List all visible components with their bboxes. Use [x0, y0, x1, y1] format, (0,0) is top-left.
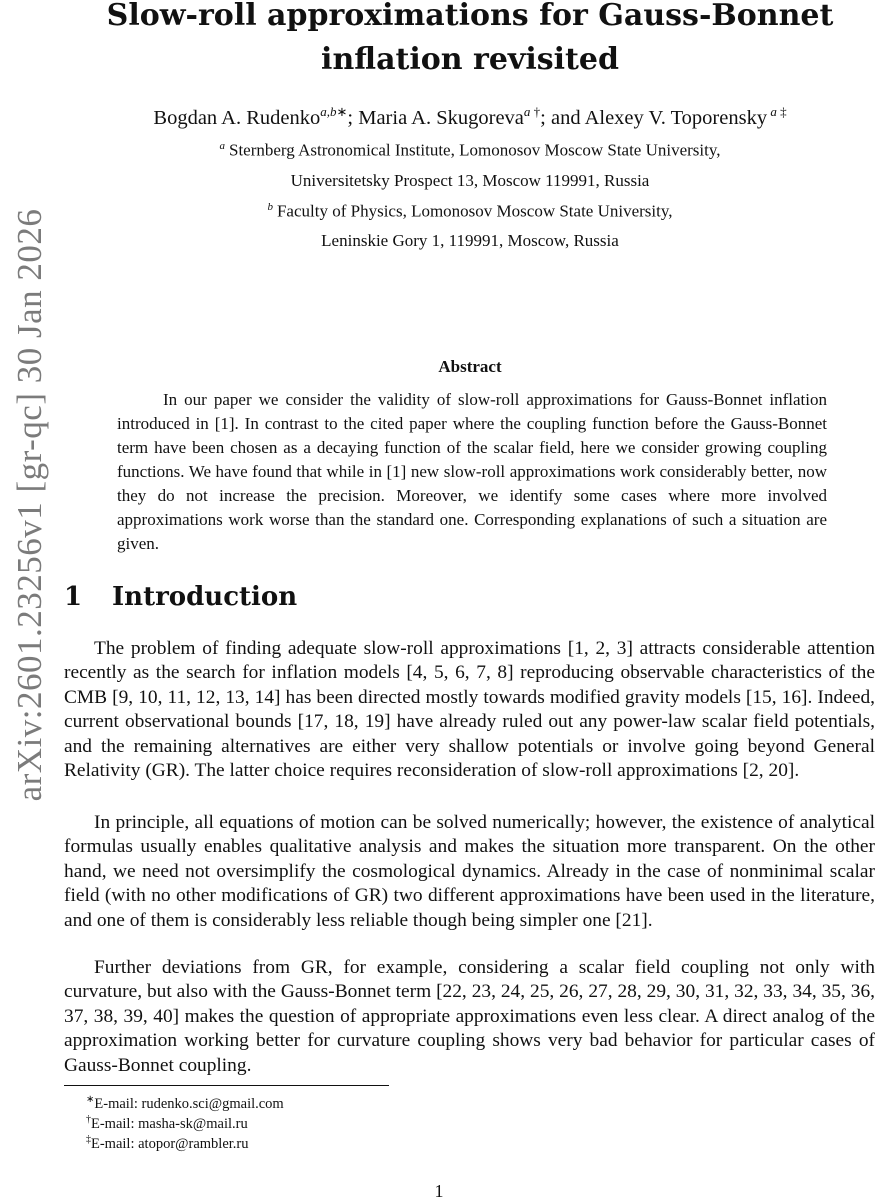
arxiv-identifier: arXiv:2601.23256v1 [gr-qc] 30 Jan 2026	[10, 208, 49, 802]
affiliation-a-line-1	[70, 140, 870, 161]
footnote-mark: †	[86, 1114, 91, 1125]
footnote-email: E-mail: masha-sk@mail.ru	[91, 1115, 248, 1132]
affiliation-b-line-2: Leninskie Gory 1, 119991, Moscow, Russia	[321, 231, 619, 250]
author-affiliation-mark: a	[523, 104, 531, 119]
affiliation-a-line-2: Universitetsky Prospect 13, Moscow 119991, Russia	[290, 171, 650, 190]
author-footnote-mark: ∗	[336, 104, 348, 119]
author-list	[70, 104, 870, 130]
author-affiliation-mark: a	[767, 104, 777, 119]
footnote-1	[86, 1091, 284, 1113]
intro-paragraph-1: The problem of finding adequate slow-roll approximations [1, 2, 3] attracts considerable attention recently as the search for inflation models [4, 5, 6, 7, 8] reproducing observable characteristics of the CMB [9, 10, 11, 12, 13, 14] has been directed mostly towards modified gravity models [15, 16]. Indeed, current observational bounds [17, 18, 19] have already ruled out any power-law scalar field potentials, and the remaining alternatives are either very shallow potentials or involve going beyond General Relativity (GR). The latter choice requires reconsideration of slow-roll approximations [2, 20].	[64, 638, 875, 782]
intro-paragraph-3: Further deviations from GR, for example, considering a scalar field coupling not only with curvature, but also with the Gauss-Bonnet term [22, 23, 24, 25, 26, 27, 28, 29, 30, 31, 32, 33, 34, 35, 36, 37, 38, 39, 40] makes the question of appropriate approximations even less clear. A direct analog of the approximation working better for curvature coupling shows very bad behavior for particular cases of Gauss-Bonnet coupling.	[64, 957, 875, 1076]
author-separator: ; and	[540, 106, 585, 129]
footnote-mark: ‡	[86, 1134, 91, 1145]
author-separator: ;	[347, 106, 359, 129]
affiliation-mark: a	[219, 140, 225, 152]
footnote-3	[86, 1131, 249, 1153]
author-name: Bogdan A. Rudenko	[153, 106, 321, 129]
author-name: Alexey V. Toporensky	[584, 106, 768, 129]
footnote-rule	[64, 1085, 389, 1086]
title-line-2: inflation revisited	[321, 42, 619, 77]
affiliation-text: Faculty of Physics, Lomonosov Moscow State University,	[276, 201, 673, 221]
footnote-email: E-mail: atopor@rambler.ru	[91, 1135, 249, 1152]
section-heading	[64, 582, 297, 612]
section-title: Introduction	[112, 582, 298, 612]
author-footnote-mark: ‡	[776, 104, 787, 119]
title-line-1: Slow-roll approximations for Gauss-Bonnet	[106, 0, 834, 33]
footnote-mark: ∗	[86, 1094, 95, 1105]
footnote-2	[86, 1111, 248, 1133]
abstract-text: In our paper we consider the validity of slow-roll approximations for Gauss-Bonnet inflation introduced in [1]. In contrast to the cited paper where the coupling function before the Gauss-Bonnet term have been chosen as a decaying function of the scalar field, here we consider growing coupling functions. We have found that while in [1] new slow-roll approximations work considerably better, now they do not increase the precision. Moreover, we identify some cases where more involved approximations work worse than the standard one. Corresponding explanations of such a situation are given.	[117, 390, 827, 553]
author-affiliation-mark: a,b	[320, 104, 337, 119]
affiliation-text: Sternberg Astronomical Institute, Lomonosov Moscow State University,	[228, 140, 721, 160]
affiliation-mark: b	[267, 201, 273, 213]
footnote-email: E-mail: rudenko.sci@gmail.com	[94, 1095, 284, 1112]
author-footnote-mark: †	[530, 104, 541, 119]
affiliation-b-line-1	[70, 201, 870, 222]
paper-title	[70, 0, 870, 82]
intro-paragraph-2: In principle, all equations of motion can be solved numerically; however, the existence of analytical formulas usually enables qualitative analysis and makes the situation more transparent. On the other hand, we need not oversimplify the cosmological dynamics. Already in the case of nonminimal scalar field (with no other modifications of GR) two different approximations have been used in the literature, and one of them is considerably less reliable though being simpler one [21].	[64, 812, 875, 931]
author-name: Maria A. Skugoreva	[358, 106, 524, 129]
page-number: 1	[434, 1181, 444, 1201]
abstract-heading: Abstract	[438, 357, 502, 376]
section-number: 1	[64, 582, 83, 612]
